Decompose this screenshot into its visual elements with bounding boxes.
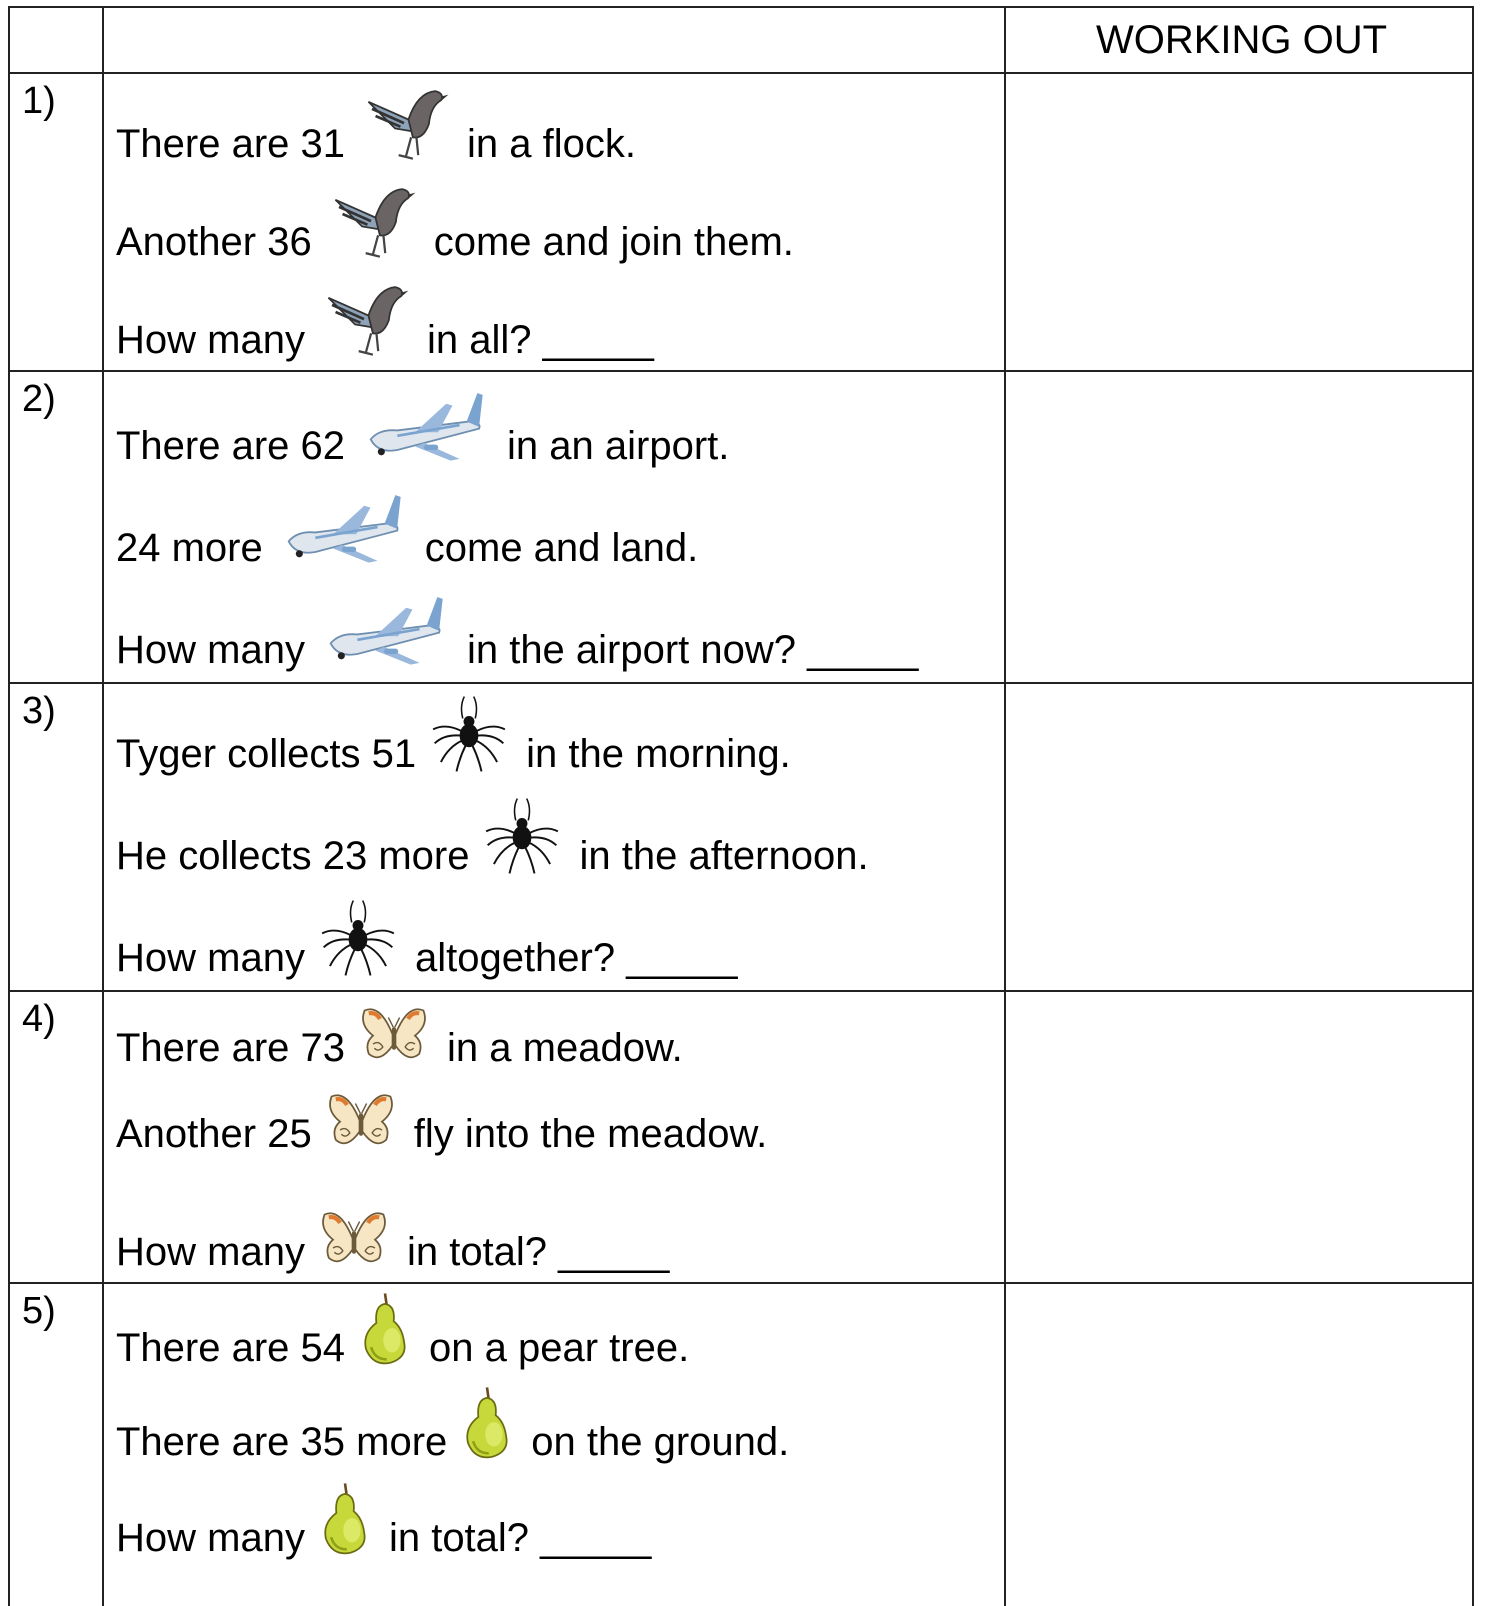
pear-icon [461, 1384, 513, 1462]
text-segment: in a flock. [467, 122, 636, 166]
question-line [116, 498, 698, 568]
text-segment: in an airport. [507, 424, 730, 468]
airplane-icon [359, 386, 489, 466]
text-segment: There are 54 [116, 1326, 346, 1370]
text-segment: come and join them. [433, 220, 794, 264]
text-segment: in total? _____ [406, 1230, 670, 1274]
text-segment: on a pear tree. [429, 1326, 690, 1370]
question-line [116, 1392, 789, 1462]
header-row [8, 6, 1474, 74]
question-line [116, 1202, 669, 1272]
text-segment: Another 25 [116, 1112, 312, 1156]
text-segment: How many [116, 628, 305, 672]
text-segment: on the ground. [531, 1420, 790, 1464]
question-line [116, 1298, 689, 1368]
question-row-1 [8, 72, 1474, 372]
question-number: 4) [22, 998, 56, 1040]
text-segment: in the morning. [526, 732, 791, 776]
question-line [116, 600, 918, 670]
spider-icon [319, 898, 397, 978]
text-segment: There are 62 [116, 424, 346, 468]
pear-icon [359, 1290, 411, 1368]
question-number: 3) [22, 690, 56, 732]
question-line [116, 94, 636, 164]
text-segment: He collects 23 more [116, 834, 470, 878]
text-segment: How many [116, 1230, 305, 1274]
question-row-4 [8, 990, 1474, 1284]
pear-icon [319, 1480, 371, 1558]
question-line [116, 290, 654, 360]
spider-icon [483, 796, 561, 876]
bird-icon [359, 84, 449, 164]
text-segment: in total? _____ [388, 1516, 652, 1560]
bird-icon [319, 280, 409, 360]
text-segment: in the airport now? _____ [466, 628, 919, 672]
question-line [116, 704, 791, 774]
airplane-icon [319, 590, 449, 670]
spider-icon [430, 694, 508, 774]
text-segment: There are 35 more [116, 1420, 448, 1464]
text-segment: There are 31 [116, 122, 346, 166]
question-number: 2) [22, 378, 56, 420]
question-line [116, 1084, 767, 1154]
question-line [116, 998, 683, 1068]
question-line [116, 806, 869, 876]
question-row-5 [8, 1282, 1474, 1584]
text-segment: come and land. [424, 526, 699, 570]
text-segment: in a meadow. [447, 1026, 683, 1070]
question-number: 5) [22, 1290, 56, 1332]
question-number: 1) [22, 80, 56, 122]
text-segment: Another 36 [116, 220, 312, 264]
text-segment: How many [116, 1516, 305, 1560]
bird-icon [326, 182, 416, 262]
question-line [116, 1488, 651, 1558]
butterfly-icon [326, 1088, 396, 1154]
text-segment: Tyger collects 51 [116, 732, 417, 776]
text-segment: altogether? _____ [414, 936, 738, 980]
text-segment: How many [116, 936, 305, 980]
butterfly-icon [319, 1206, 389, 1272]
worksheet-table [8, 6, 1474, 1586]
text-segment: in all? _____ [426, 318, 654, 362]
text-segment: How many [116, 318, 305, 362]
airplane-icon [277, 488, 407, 568]
question-line [116, 396, 729, 466]
question-row-2 [8, 370, 1474, 684]
text-segment: in the afternoon. [579, 834, 869, 878]
butterfly-icon [359, 1002, 429, 1068]
question-row-3 [8, 682, 1474, 992]
text-segment: There are 73 [116, 1026, 346, 1070]
question-line [116, 908, 737, 978]
text-segment: 24 more [116, 526, 263, 570]
working-out-heading: WORKING OUT [1096, 18, 1388, 62]
question-line [116, 192, 794, 262]
text-segment: fly into the meadow. [413, 1112, 768, 1156]
